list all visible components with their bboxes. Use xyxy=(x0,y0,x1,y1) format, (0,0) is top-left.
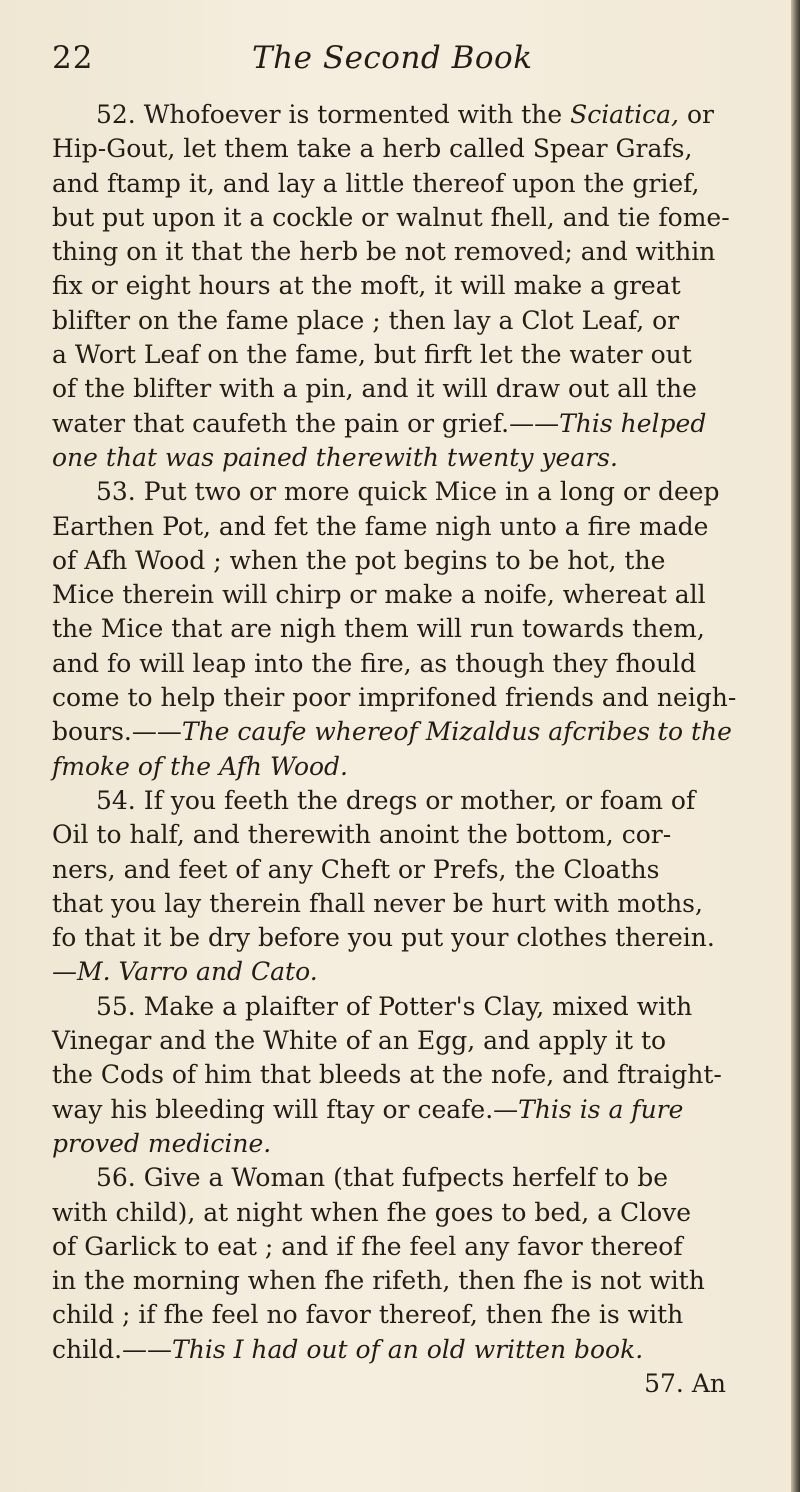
text-run: a Wort Leaf on the fame, but firft let the water out xyxy=(52,340,692,370)
text-line xyxy=(52,1024,764,1058)
text-run: the Cods of him that bleeds at the nofe, and ftraight- xyxy=(52,1060,722,1090)
page-header xyxy=(52,40,752,94)
text-line xyxy=(52,544,764,578)
text-run: 53. Put two or more quick Mice in a long or deep xyxy=(96,477,720,507)
text-line xyxy=(52,304,764,338)
italic-text: This I had out of an old written book. xyxy=(172,1334,644,1364)
text-line xyxy=(52,407,764,441)
text-line xyxy=(52,132,764,166)
text-run: Vinegar and the White of an Egg, and apply it to xyxy=(52,1026,667,1056)
text-line xyxy=(52,1264,764,1298)
italic-text: M. Varro and Cato. xyxy=(77,957,318,987)
catchword: 57. An xyxy=(644,1368,726,1398)
text-run: bours.—— xyxy=(52,717,182,747)
text-run: fo that it be dry before you put your clothes therein. xyxy=(52,923,715,953)
text-line xyxy=(52,647,764,681)
text-line xyxy=(52,818,764,852)
text-line xyxy=(52,681,764,715)
text-line xyxy=(52,338,764,372)
text-run: with child), at night when fhe goes to bed, a Clove xyxy=(52,1197,692,1227)
italic-text: proved medicine. xyxy=(52,1128,272,1158)
text-run: of Garlick to eat ; and if fhe feel any favor thereof xyxy=(52,1231,683,1261)
text-run: of Afh Wood ; when the pot begins to be hot, the xyxy=(52,545,666,575)
text-run: thing on it that the herb be not removed; and within xyxy=(52,237,716,267)
text-run: 52. Whofoever is tormented with the xyxy=(96,100,571,129)
text-line xyxy=(52,441,764,475)
page-number: 22 xyxy=(52,40,94,76)
text-line xyxy=(52,201,764,235)
text-run: Mice therein will chirp or make a noife, whereat all xyxy=(52,580,706,610)
page-edge-shadow xyxy=(791,0,800,1492)
italic-text: This helped xyxy=(559,408,707,438)
paragraph xyxy=(52,98,764,475)
text-line xyxy=(52,612,764,646)
text-run: child.—— xyxy=(52,1334,173,1364)
text-run: child ; if fhe feel no favor thereof, then fhe is with xyxy=(52,1300,684,1330)
text-run: way his bleeding will ftay or ceafe.— xyxy=(52,1094,519,1124)
text-line xyxy=(52,372,764,406)
text-run: in the morning when fhe rifeth, then fhe is not with xyxy=(52,1266,705,1296)
italic-text: This is a fure xyxy=(518,1094,684,1124)
paragraph xyxy=(52,475,764,784)
text-line xyxy=(52,1333,764,1367)
text-run: Hip-Gout, let them take a herb called Spear Grafs, xyxy=(52,134,693,164)
italic-text: The caufe whereof Mizaldus afcribes to the xyxy=(181,717,732,747)
text-line xyxy=(52,1058,764,1092)
text-run: come to help their poor imprifoned friends and neigh- xyxy=(52,683,737,713)
paragraph xyxy=(52,990,764,1161)
text-line xyxy=(52,921,764,955)
text-line xyxy=(52,235,764,269)
paragraph xyxy=(52,1161,764,1367)
text-line xyxy=(52,167,764,201)
text-run: of the blifter with a pin, and it will draw out all the xyxy=(52,374,697,404)
italic-text: fmoke of the Afh Wood. xyxy=(52,751,349,781)
text-line xyxy=(52,750,764,784)
body-text xyxy=(52,98,764,1401)
italic-text: Sciatica, xyxy=(570,100,679,129)
text-line xyxy=(52,990,764,1024)
text-run: Oil to half, and therewith anoint the bottom, cor- xyxy=(52,820,672,850)
running-title: The Second Book xyxy=(252,40,533,76)
text-run: Earthen Pot, and fet the fame nigh unto a fire made xyxy=(52,511,709,541)
text-line xyxy=(52,955,764,989)
text-line xyxy=(52,887,764,921)
text-run: ners, and feet of any Cheft or Prefs, the Cloaths xyxy=(52,854,660,884)
text-line xyxy=(52,269,764,303)
text-line xyxy=(52,1161,764,1195)
text-run: — xyxy=(52,957,77,987)
text-run: 56. Give a Woman (that fufpects herfelf to be xyxy=(96,1163,669,1193)
text-line xyxy=(52,475,764,509)
text-run: that you lay therein fhall never be hurt with moths, xyxy=(52,888,703,918)
text-line xyxy=(52,1196,764,1230)
text-line xyxy=(52,510,764,544)
text-line xyxy=(52,853,764,887)
italic-text: one that was pained therewith twenty years. xyxy=(52,442,618,472)
text-line xyxy=(52,1127,764,1161)
text-line xyxy=(52,1230,764,1264)
text-line xyxy=(52,1093,764,1127)
paragraph xyxy=(52,784,764,990)
text-run: or xyxy=(679,100,714,129)
text-run: 54. If you feeth the dregs or mother, or foam of xyxy=(96,785,696,815)
text-run: fix or eight hours at the moft, it will make a great xyxy=(52,271,681,301)
text-line xyxy=(52,98,764,132)
text-run: water that caufeth the pain or grief.—— xyxy=(52,408,560,438)
text-run: the Mice that are nigh them will run towards them, xyxy=(52,614,705,644)
text-run: and ftamp it, and lay a little thereof upon the grief, xyxy=(52,168,700,198)
text-run: blifter on the fame place ; then lay a Clot Leaf, or xyxy=(52,305,680,335)
text-line xyxy=(52,784,764,818)
text-run: and fo will leap into the fire, as though they fhould xyxy=(52,648,697,678)
text-run: 55. Make a plaifter of Potter's Clay, mixed with xyxy=(96,991,693,1021)
text-line xyxy=(52,715,764,749)
text-line xyxy=(52,578,764,612)
text-run: but put upon it a cockle or walnut fhell, and tie fome- xyxy=(52,202,730,232)
text-line xyxy=(52,1298,764,1332)
